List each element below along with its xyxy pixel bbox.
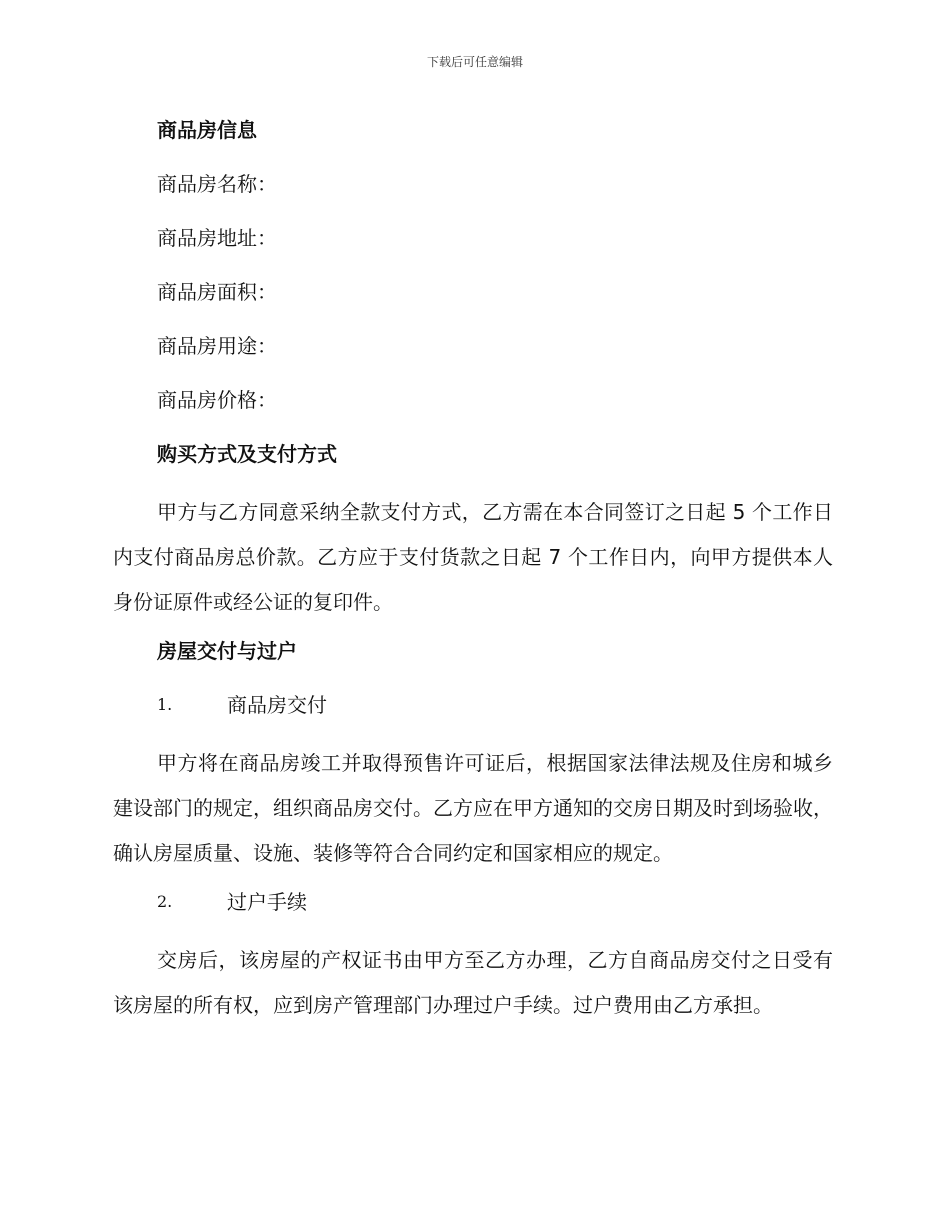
field-price: 商品房价格： <box>157 388 277 412</box>
field-usage: 商品房用途： <box>157 334 277 358</box>
section-title-info: 商品房信息 <box>157 118 257 142</box>
document-body <box>113 112 833 1036</box>
numbered-item-transfer <box>113 884 833 920</box>
item-number: 1. <box>157 695 173 714</box>
transfer-paragraph: 交房后，该房屋的产权证书由甲方至乙方办理，乙方自商品房交付之日受有该房屋的所有权，应到房产管理部门办理过户手续。过户费用由乙方承担。 <box>113 948 833 1017</box>
item-label: 商品房交付 <box>227 693 327 717</box>
field-name: 商品房名称： <box>157 172 277 196</box>
item-number: 2. <box>157 892 173 911</box>
field-address: 商品房地址： <box>157 226 277 250</box>
item-label: 过户手续 <box>227 890 307 914</box>
header-note: 下载后可任意编辑 <box>426 55 523 69</box>
section-title-payment: 购买方式及支付方式 <box>157 442 337 466</box>
payment-paragraph: 甲方与乙方同意采纳全款支付方式，乙方需在本合同签订之日起 5 个工作日内支付商品房总价款。乙方应于支付货款之日起 7 个工作日内，向甲方提供本人身份证原件或经公证的复印件。 <box>113 500 833 614</box>
field-area: 商品房面积： <box>157 280 277 304</box>
numbered-item-delivery <box>113 687 833 723</box>
delivery-paragraph: 甲方将在商品房竣工并取得预售许可证后，根据国家法律法规及住房和城乡建设部门的规定，组织商品房交付。乙方应在甲方通知的交房日期及时到场验收，确认房屋质量、设施、装修等符合合同约定和国家相应的规定。 <box>113 751 833 865</box>
section-title-delivery: 房屋交付与过户 <box>157 639 297 663</box>
